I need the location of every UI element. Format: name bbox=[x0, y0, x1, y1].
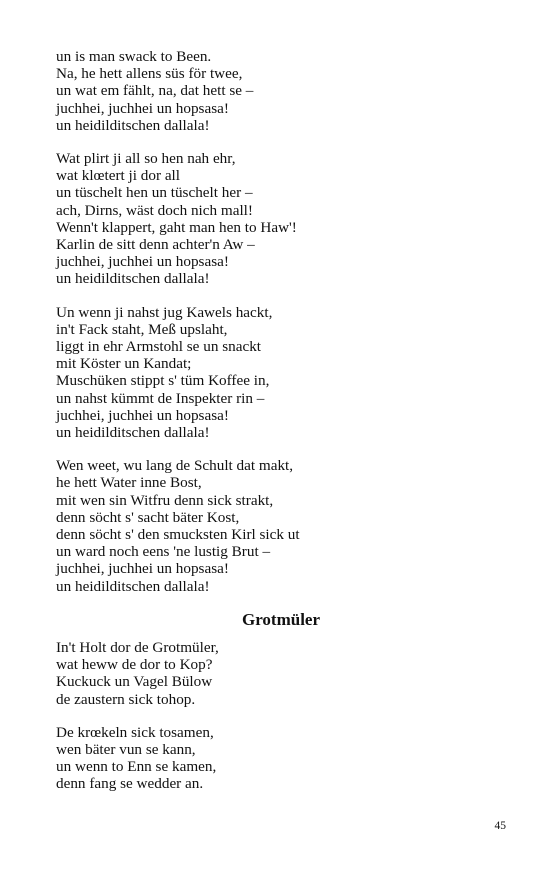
verse-line: denn söcht s' den smucksten Kirl sick ut bbox=[56, 526, 300, 544]
verse-line: un wenn to Enn se kamen, bbox=[56, 758, 217, 776]
verse-line: Muschüken stippt s' tüm Koffee in, bbox=[56, 372, 270, 390]
verse-line: un tüschelt hen un tüschelt her – bbox=[56, 184, 253, 202]
verse-line: wen bäter vun se kann, bbox=[56, 741, 196, 759]
verse-line: un is man swack to Been. bbox=[56, 48, 212, 65]
verse-line: mit Köster un Kandat; bbox=[56, 355, 192, 373]
verse-line: juchhei, juchhei un hopsasa! bbox=[56, 560, 229, 578]
page-number: 45 bbox=[494, 820, 506, 832]
verse-line: un wat em fählt, na, dat hett se – bbox=[56, 82, 254, 100]
verse-line: Karlin de sitt denn achter'n Aw – bbox=[56, 236, 255, 254]
verse-line: In't Holt dor de Grotmüler, bbox=[56, 639, 219, 656]
verse-line: Wat plirt ji all so hen nah ehr, bbox=[56, 150, 236, 168]
verse-line: juchhei, juchhei un hopsasa! bbox=[56, 253, 229, 271]
verse-line: ach, Dirns, wäst doch nich mall! bbox=[56, 201, 253, 219]
verse-line: juchhei, juchhei un hopsasa! bbox=[56, 406, 229, 424]
verse-line: Un wenn ji nahst jug Kawels hackt, bbox=[56, 303, 273, 321]
verse-line: wat klœtert ji dor all bbox=[56, 167, 180, 185]
verse-line: wat heww de dor to Kop? bbox=[56, 656, 213, 674]
stanza bbox=[56, 48, 506, 134]
verse-line: Kuckuck un Vagel Bülow bbox=[56, 673, 213, 691]
verse-line: un heidilditschen dallala! bbox=[56, 270, 210, 288]
stanza bbox=[56, 457, 506, 595]
verse-line: Na, he hett allens süs för twee, bbox=[56, 65, 243, 83]
verse-line: denn söcht s' sacht bäter Kost, bbox=[56, 508, 240, 526]
verse-line: un ward noch eens 'ne lustig Brut – bbox=[56, 543, 271, 561]
poem-grotmueler bbox=[56, 639, 506, 809]
stanza bbox=[56, 724, 506, 793]
verse-line: un heidilditschen dallala! bbox=[56, 577, 210, 595]
verse-line: Wenn't klappert, gaht man hen to Haw'! bbox=[56, 218, 297, 236]
verse-line: un heidilditschen dallala! bbox=[56, 116, 210, 134]
verse-line: liggt in ehr Armstohl se un snackt bbox=[56, 338, 262, 356]
poem-title: Grotmüler bbox=[241, 610, 321, 629]
stanza bbox=[56, 150, 506, 288]
verse-line: mit wen sin Witfru denn sick strakt, bbox=[56, 491, 274, 509]
verse-line: denn fang se wedder an. bbox=[56, 775, 204, 793]
stanza bbox=[56, 304, 506, 442]
verse-line: juchhei, juchhei un hopsasa! bbox=[56, 99, 229, 117]
verse-line: Wen weet, wu lang de Schult dat makt, bbox=[56, 457, 294, 475]
verse-line: in't Fack staht, Meß upslaht, bbox=[56, 320, 228, 338]
verse-line: De krœkeln sick tosamen, bbox=[56, 723, 214, 741]
stanza bbox=[56, 639, 506, 708]
poem-continued bbox=[56, 48, 506, 611]
verse-line: un heidilditschen dallala! bbox=[56, 424, 210, 442]
verse-line: de zaustern sick tohop. bbox=[56, 690, 196, 708]
verse-line: he hett Water inne Bost, bbox=[56, 474, 202, 492]
verse-line: un nahst kümmt de Inspekter rin – bbox=[56, 389, 265, 407]
